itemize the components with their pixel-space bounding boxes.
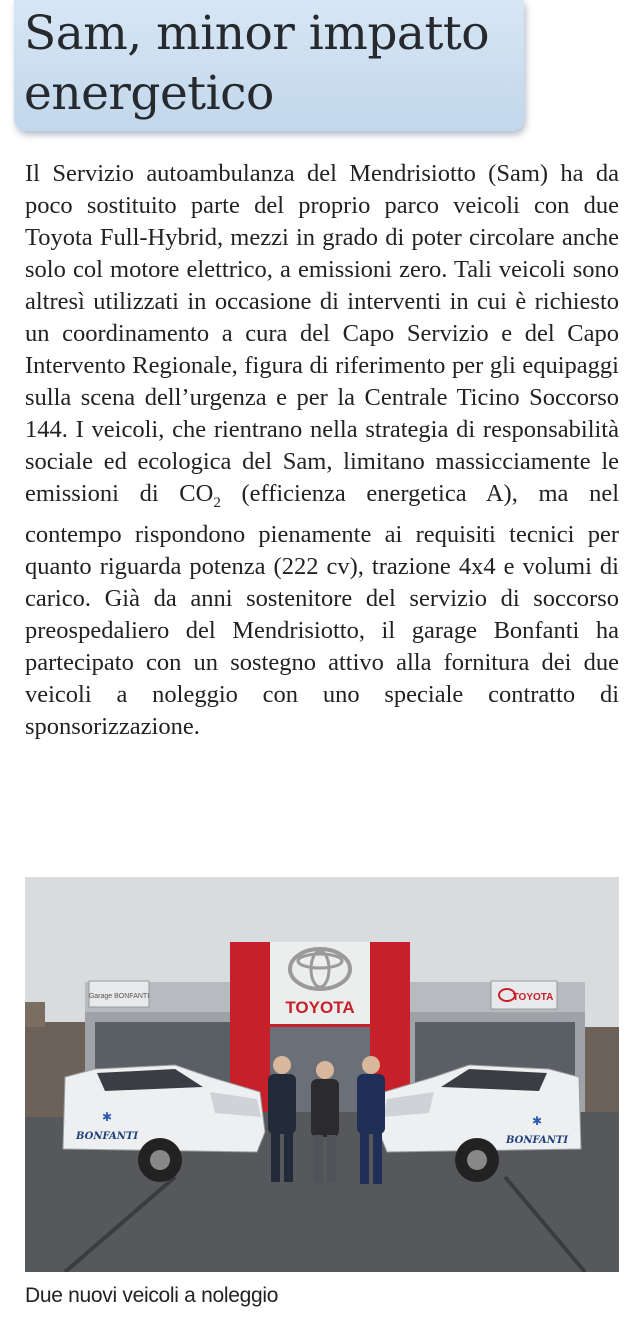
headline — [24, 4, 524, 124]
photo-illustration — [25, 877, 619, 1272]
body-text-part-2: (efficienza energetica A), ma nel contempo rispondono pienamente ai requisiti tecnici per quanto riguarda potenza (222 cv), trazione 4x4 e volumi di carico. Già da anni sostenitore del servizio di soccorso preospedaliero del Mendrisiotto, il garage Bonfanti ha partecipato con un sostegno attivo alla fornitura dei due veicoli a noleggio con uno speciale contratto di sponsorizzazione. — [25, 480, 619, 740]
article-body — [25, 158, 619, 743]
body-text-part-1: Il Servizio autoambulanza del Mendrisiotto (Sam) ha da poco sostituito parte del proprio parco veicoli con due Toyota Full-Hybrid, mezzi in grado di poter circolare anche solo col motore elettrico, a emissioni zero. Tali veicoli sono altresì utilizzati in occasione di interventi in cui è richiesto un coordinamento a cura del Capo Servizio e del Capo Intervento Regionale, figura di riferimento per gli equipaggi sulla scena dell’urgenza e per la Centrale Ticino Soccorso 144. I veicoli, che rientrano nella strategia di responsabilità sociale ed ecologica del Sam, limitano massicciamente le emissioni di CO — [25, 160, 619, 507]
toyota-right-sign-text: TOYOTA — [512, 992, 554, 1003]
photo-caption: Due nuovi veicoli a noleggio — [25, 1284, 279, 1307]
garage-sign-text: Garage BONFANTI — [88, 993, 150, 1000]
headline-line-1: Sam, minor impatto — [24, 6, 490, 61]
medical-star-left-icon: ✱ — [101, 1110, 113, 1124]
car-left-brand: BONFANTI — [75, 1131, 139, 1142]
toyota-main-sign-text: TOYOTA — [285, 998, 355, 1017]
co2-subscript: 2 — [213, 494, 221, 511]
car-right-brand: BONFANTI — [505, 1135, 569, 1146]
article-photo — [25, 877, 619, 1272]
headline-line-2: energetico — [24, 66, 274, 121]
medical-star-right-icon: ✱ — [531, 1114, 543, 1128]
article-paragraph — [25, 158, 619, 743]
